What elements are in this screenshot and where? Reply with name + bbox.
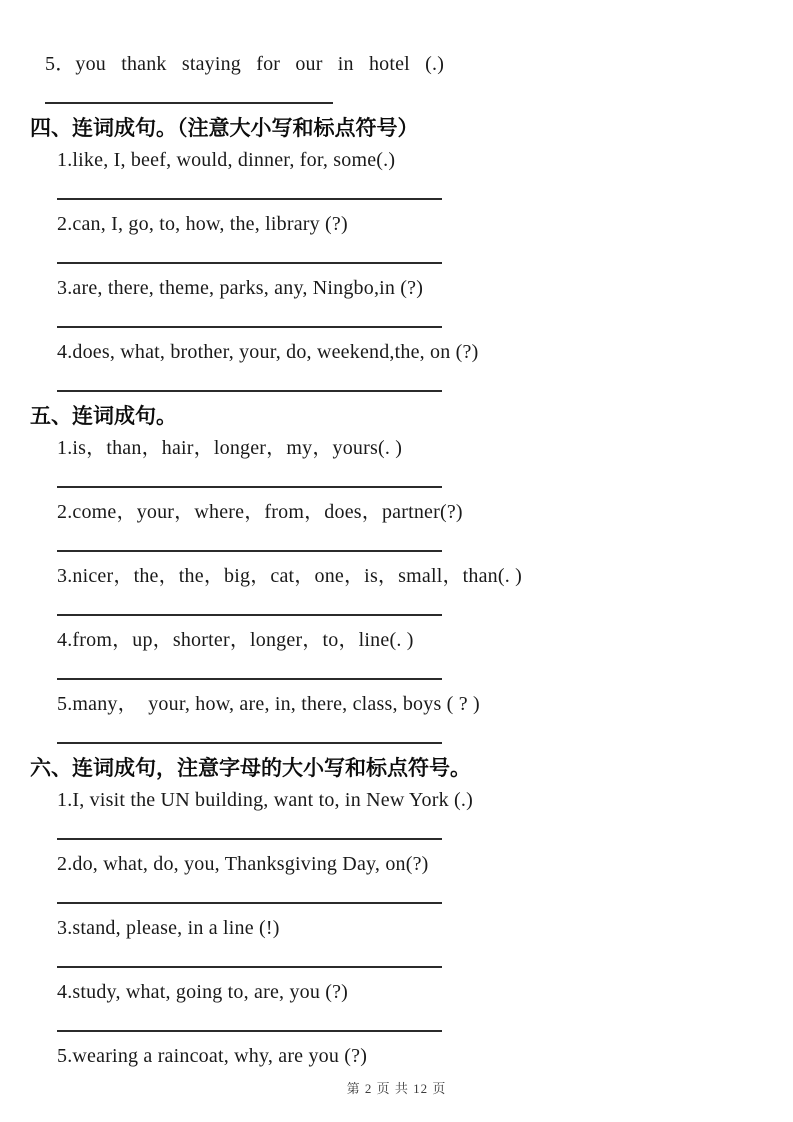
question-text: 2.can, I, go, to, how, the, library (?)	[57, 213, 348, 235]
answer-blank-line	[57, 1030, 442, 1032]
question-text: 5.wearing a raincoat, why, are you (?)	[57, 1045, 368, 1067]
question-text: 4.from，up，shorter，longer，to，line(. )	[57, 629, 414, 651]
answer-blank-line	[57, 678, 442, 680]
question-text: 4.does, what, brother, your, do, weekend,the, on (?)	[57, 341, 479, 363]
section-four	[0, 116, 793, 392]
section-heading: 六、连词成句，注意字母的大小写和标点符号。	[30, 757, 471, 780]
question-text-prev-5: 5．you thank staying for our in hotel (.)	[45, 53, 445, 75]
answer-blank-line	[57, 262, 442, 264]
answer-blank-line	[57, 486, 442, 488]
question-text: 1.is，than，hair，longer，my，yours(. )	[57, 437, 403, 459]
question-text: 1.like, I, beef, would, dinner, for, some(.)	[57, 149, 396, 171]
answer-blank-line	[57, 902, 442, 904]
question-text: 2.come，your，where，from，does，partner(?)	[57, 501, 463, 523]
section-heading: 四、连词成句。（注意大小写和标点符号）	[30, 117, 419, 140]
page-number-footer: 第 2 页 共 12 页	[346, 1081, 447, 1096]
answer-blank-line	[57, 614, 442, 616]
question-text: 1.I, visit the UN building, want to, in New York (.)	[57, 789, 473, 811]
question-text: 3.are, there, theme, parks, any, Ningbo,in (?)	[57, 277, 424, 299]
question-text: 3.nicer，the，the，big，cat，one，is，small，than(. )	[57, 565, 523, 587]
question-text: 4.study, what, going to, are, you (?)	[57, 981, 349, 1003]
section-heading: 五、连词成句。	[30, 405, 177, 428]
answer-blank-line	[57, 198, 442, 200]
question-text: 5.many， your, how, are, in, there, class, boys ( ? )	[57, 693, 480, 715]
section-five	[0, 404, 793, 744]
answer-blank-line	[57, 326, 442, 328]
answer-blank-line	[57, 966, 442, 968]
answer-blank-line	[45, 102, 333, 104]
answer-blank-line	[57, 742, 442, 744]
section-six	[0, 756, 793, 1068]
question-text: 2.do, what, do, you, Thanksgiving Day, on(?)	[57, 853, 429, 875]
answer-blank-line	[57, 550, 442, 552]
answer-blank-line	[57, 838, 442, 840]
answer-blank-line	[57, 390, 442, 392]
question-text: 3.stand, please, in a line (!)	[57, 917, 280, 939]
